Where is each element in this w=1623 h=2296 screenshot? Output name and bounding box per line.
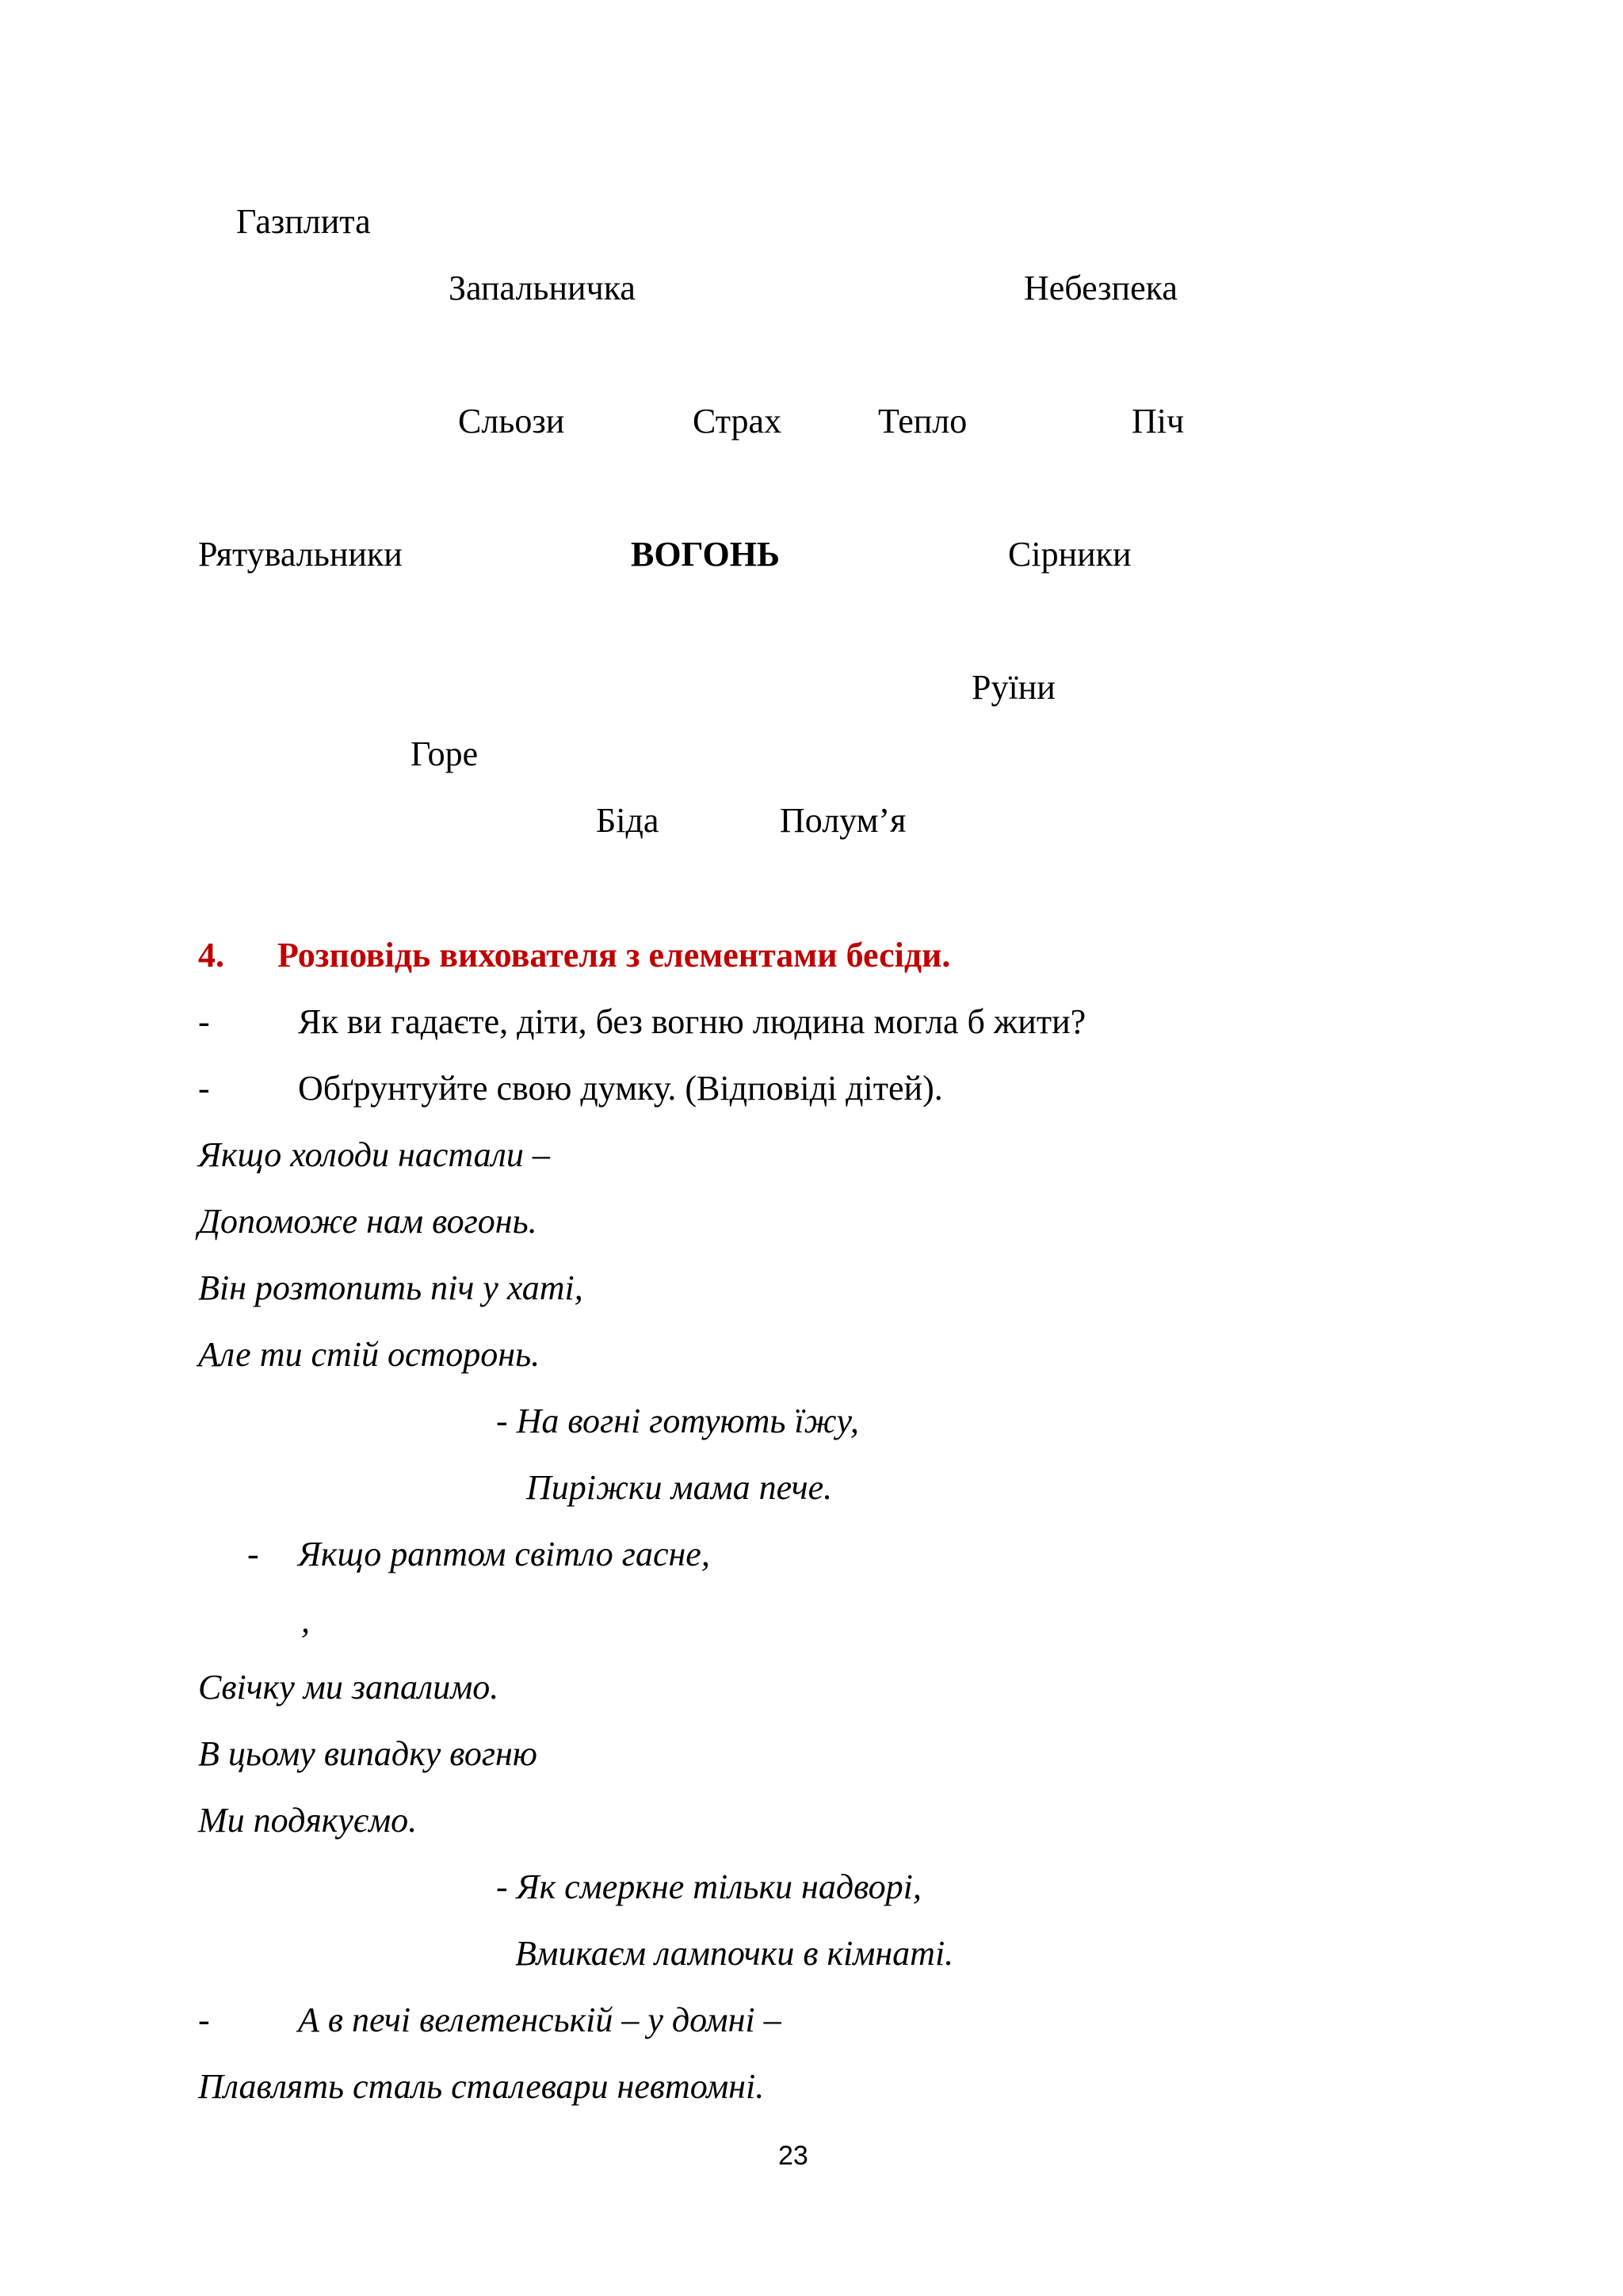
question-text: Як ви гадаєте, діти, без вогню людина могла б жити? — [298, 1002, 1086, 1041]
word-center: ВОГОНЬ — [631, 535, 781, 574]
word-ruiny: Руїни — [972, 668, 1056, 707]
word-pich: Піч — [1132, 402, 1185, 441]
word-riatuvalnyky: Рятувальники — [198, 535, 403, 574]
poem-line: Пиріжки мама пече. — [526, 1468, 833, 1507]
poem-line: - Як смеркне тільки надворі, — [496, 1867, 922, 1906]
poem-line: В цьому випадку вогню — [198, 1734, 537, 1773]
word-nebezpeka: Небезпека — [1024, 269, 1178, 307]
word-teplo: Тепло — [878, 402, 968, 441]
page-number: 23 — [778, 2141, 808, 2171]
section-title: Розповідь вихователя з елементами бесіди. — [277, 936, 951, 974]
word-slozy: Сльози — [458, 402, 565, 441]
word-strakh: Страх — [693, 402, 782, 441]
poem-line: А в печі велетенській – у домні – — [298, 2000, 781, 2039]
word-zapalnychka: Запальничка — [449, 269, 636, 307]
section-number: 4. — [198, 936, 224, 974]
poem-line: Вмикаєм лампочки в кімнаті. — [515, 1934, 954, 1973]
poem-line: Але ти стій осторонь. — [198, 1335, 540, 1374]
word-bida: Біда — [596, 801, 659, 840]
poem-line: Плавлять сталь сталевари невтомні. — [198, 2067, 765, 2106]
poem-dash: - — [198, 2000, 210, 2039]
question-dash: - — [198, 1069, 210, 1108]
poem-line: - На вогні готують їжу, — [496, 1402, 859, 1440]
word-hore: Горе — [411, 734, 479, 773]
poem-line: Якщо холоди настали – — [198, 1135, 550, 1174]
question-dash: - — [198, 1002, 210, 1041]
poem-line: Він розтопить піч у хаті, — [198, 1268, 583, 1307]
poem-line: Якщо раптом світло гасне, — [298, 1535, 710, 1573]
poem-line: Свічку ми запалимо. — [198, 1668, 499, 1707]
poem-dash: - — [247, 1535, 259, 1573]
poem-line: Ми подякуємо. — [198, 1801, 418, 1840]
poem-line: Допоможе нам вогонь. — [198, 1202, 537, 1241]
word-polumia: Полум’я — [780, 801, 907, 840]
question-text: Обґрунтуйте свою думку. (Відповіді дітей). — [298, 1069, 943, 1108]
word-gazplyta: Газплита — [236, 202, 371, 241]
poem-comma: , — [301, 1601, 310, 1640]
word-sirnyky: Сірники — [1008, 535, 1132, 574]
